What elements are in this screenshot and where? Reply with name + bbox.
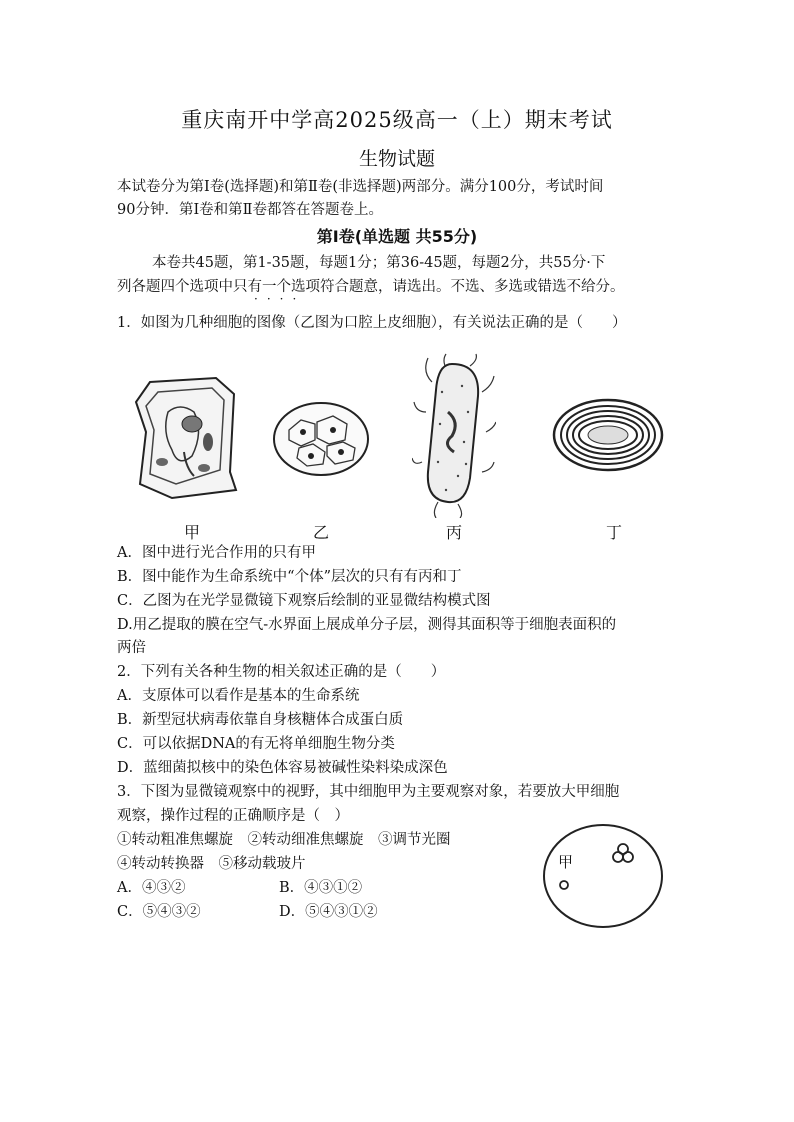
q3-stem-line-2: 观察，操作过程的正确顺序是（ ） xyxy=(117,808,349,824)
intro-line-2: 90分钟．第Ⅰ卷和第Ⅱ卷都答在答题卷上。 xyxy=(117,202,384,218)
ringed-cell-figure xyxy=(552,398,664,472)
section-desc-line-2: 列各题四个选项中只有一个选项符合题意，请选出。不选、多选或错选不给分。 xyxy=(117,279,625,295)
plant-cell-figure xyxy=(132,372,244,504)
figure-caption-yi: 乙 xyxy=(313,523,330,542)
figure-caption-ding: 丁 xyxy=(606,523,623,542)
q3-stem-line-1: 3．下图为显微镜观察中的视野，其中细胞甲为主要观察对象，若要放大甲细胞 xyxy=(117,784,620,800)
figure-caption-jia: 甲 xyxy=(184,523,201,542)
microscope-view-figure xyxy=(542,823,664,929)
q1-option-d: D.用乙提取的膜在空气-水界面上展成单分子层，测得其面积等于细胞表面积的 xyxy=(117,617,617,633)
section-desc-line-1: 本卷共45题，第1-35题，每题1分；第36-45题，每题2分，共55分·下 xyxy=(152,255,606,271)
q2-option-a: A．支原体可以看作是基本的生命系统 xyxy=(117,688,360,704)
q3-option-d: D．⑤④③①② xyxy=(279,904,378,920)
section-title: 第Ⅰ卷(单选题 共55分) xyxy=(316,227,478,246)
emphasis-dots: ···· xyxy=(254,292,306,306)
microscope-label-jia: 甲 xyxy=(558,853,574,871)
q2-stem: 2．下列有关各种生物的相关叙述正确的是（ ） xyxy=(117,664,446,680)
exam-title: 重庆南开中学高2025级高一（上）期末考试 xyxy=(181,108,613,132)
q1-stem: 1．如图为几种细胞的图像（乙图为口腔上皮细胞），有关说法正确的是（ ） xyxy=(117,315,627,331)
q1-option-a: A．图中进行光合作用的只有甲 xyxy=(117,545,316,561)
q2-option-d: D．蓝细菌拟核中的染色体容易被碱性染料染成深色 xyxy=(117,760,448,776)
q3-option-c: C．⑤④③② xyxy=(117,904,201,920)
q3-steps-line-2: ④转动转换器 ⑤移动载玻片 xyxy=(117,856,306,872)
intro-line-1: 本试卷分为第Ⅰ卷(选择题)和第Ⅱ卷(非选择题)两部分。满分100分，考试时间 xyxy=(117,179,604,195)
figure-caption-bing: 丙 xyxy=(446,523,463,542)
q1-option-b: B．图中能作为生命系统中“个体”层次的只有有丙和丁 xyxy=(117,569,462,585)
bacterium-figure xyxy=(412,352,496,518)
epithelial-cells-figure xyxy=(271,400,371,478)
q3-option-a: A．④③② xyxy=(117,880,186,896)
q3-option-b: B．④③①② xyxy=(279,880,363,896)
exam-subtitle: 生物试题 xyxy=(358,148,435,170)
q2-option-b: B．新型冠状病毒依靠自身核糖体合成蛋白质 xyxy=(117,712,404,728)
q3-steps-line-1: ①转动粗准焦螺旋 ②转动细准焦螺旋 ③调节光圈 xyxy=(117,832,451,848)
q1-option-c: C．乙图为在光学显微镜下观察后绘制的亚显微结构模式图 xyxy=(117,593,491,609)
q1-option-d-cont: 两倍 xyxy=(117,640,146,656)
q2-option-c: C．可以依据DNA的有无将单细胞生物分类 xyxy=(117,736,395,752)
